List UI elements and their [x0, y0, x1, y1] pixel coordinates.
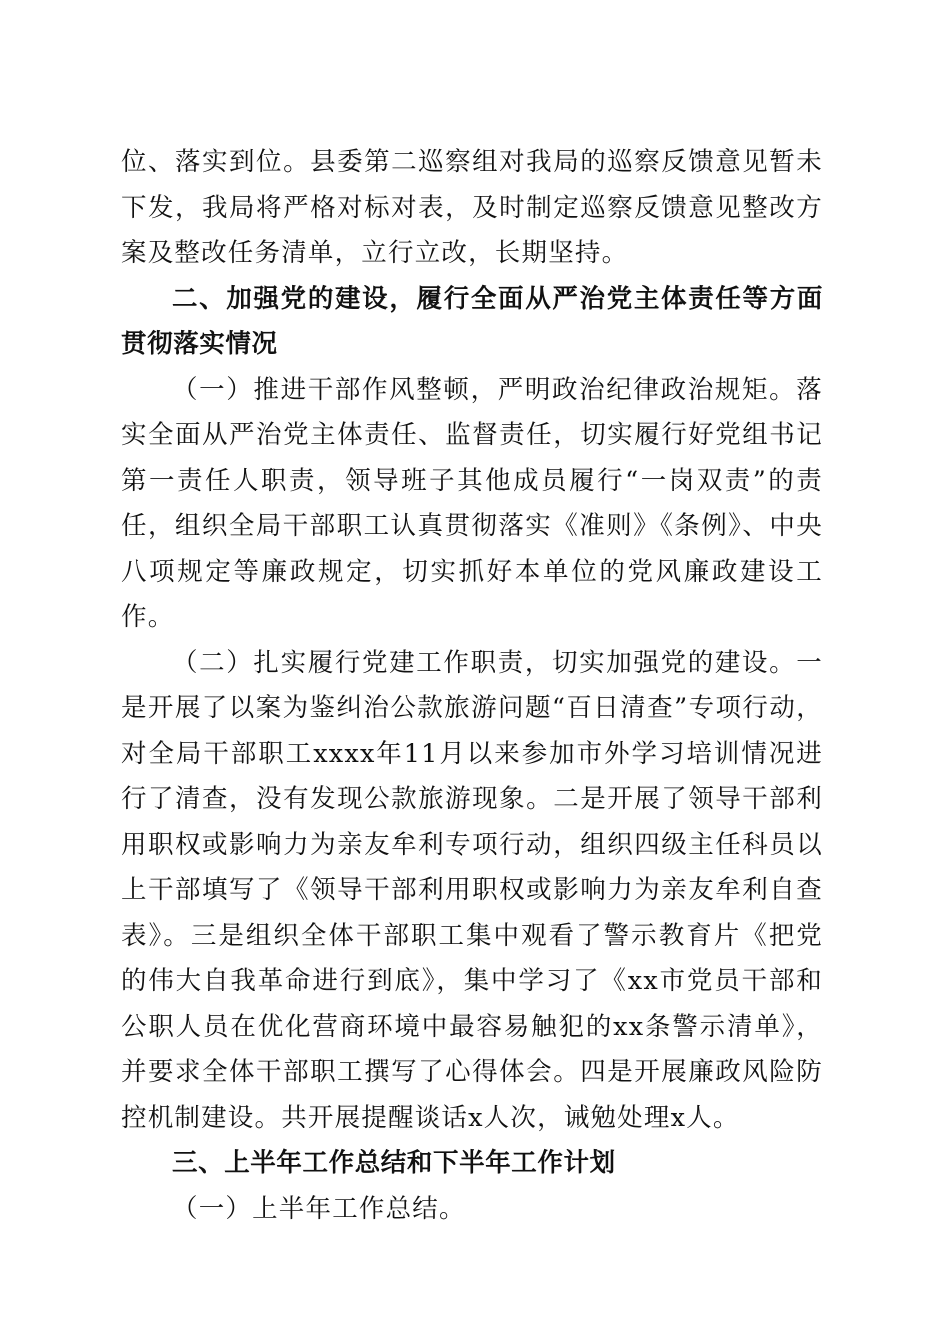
document-body — [121, 140, 823, 1232]
paragraph-cadre-style-rectification: （一）推进干部作风整顿，严明政治纪律政治规矩。落实全面从严治党主体责任、监督责任，切实履行好党组书记第一责任人职责，领导班子其他成员履行“一岗双责”的责任，组织全局干部职工认真贯彻落实《准则》《条例》、中央八项规定等廉政规定，切实抓好本单位的党风廉政建设工作。 — [121, 374, 823, 632]
section-heading-party-building: 二、加强党的建设，履行全面从严治党主体责任等方面贯彻落实情况 — [121, 283, 823, 359]
paragraph-party-building-duties: （二）扎实履行党建工作职责，切实加强党的建设。一是开展了以案为鉴纠治公款旅游问题“百日清查”专项行动，对全局干部职工xxxx年11月以来参加市外学习培训情况进行了清查，没有发现公款旅游现象。二是开展了领导干部利用职权或影响力为亲友牟利专项行动，组织四级主任科员以上干部填写了《领导干部利用职权或影响力为亲友牟利自查表》。三是组织全体干部职工集中观看了警示教育片《把党的伟大自我革命进行到底》，集中学习了《xx市党员干部和公职人员在优化营商环境中最容易触犯的xx条警示清单》，并要求全体干部职工撰写了心得体会。四是开展廉政风险防控机制建设。共开展提醒谈话x人次，诫勉处理x人。 — [121, 647, 823, 1133]
paragraph-inspection-feedback: 位、落实到位。县委第二巡察组对我局的巡察反馈意见暂未下发，我局将严格对标对表，及时制定巡察反馈意见整改方案及整改任务清单，立行立改，长期坚持。 — [121, 147, 823, 268]
paragraph-first-half-summary: （一）上半年工作总结。 — [172, 1193, 466, 1224]
section-heading-work-summary-plan: 三、上半年工作总结和下半年工作计划 — [172, 1148, 616, 1178]
